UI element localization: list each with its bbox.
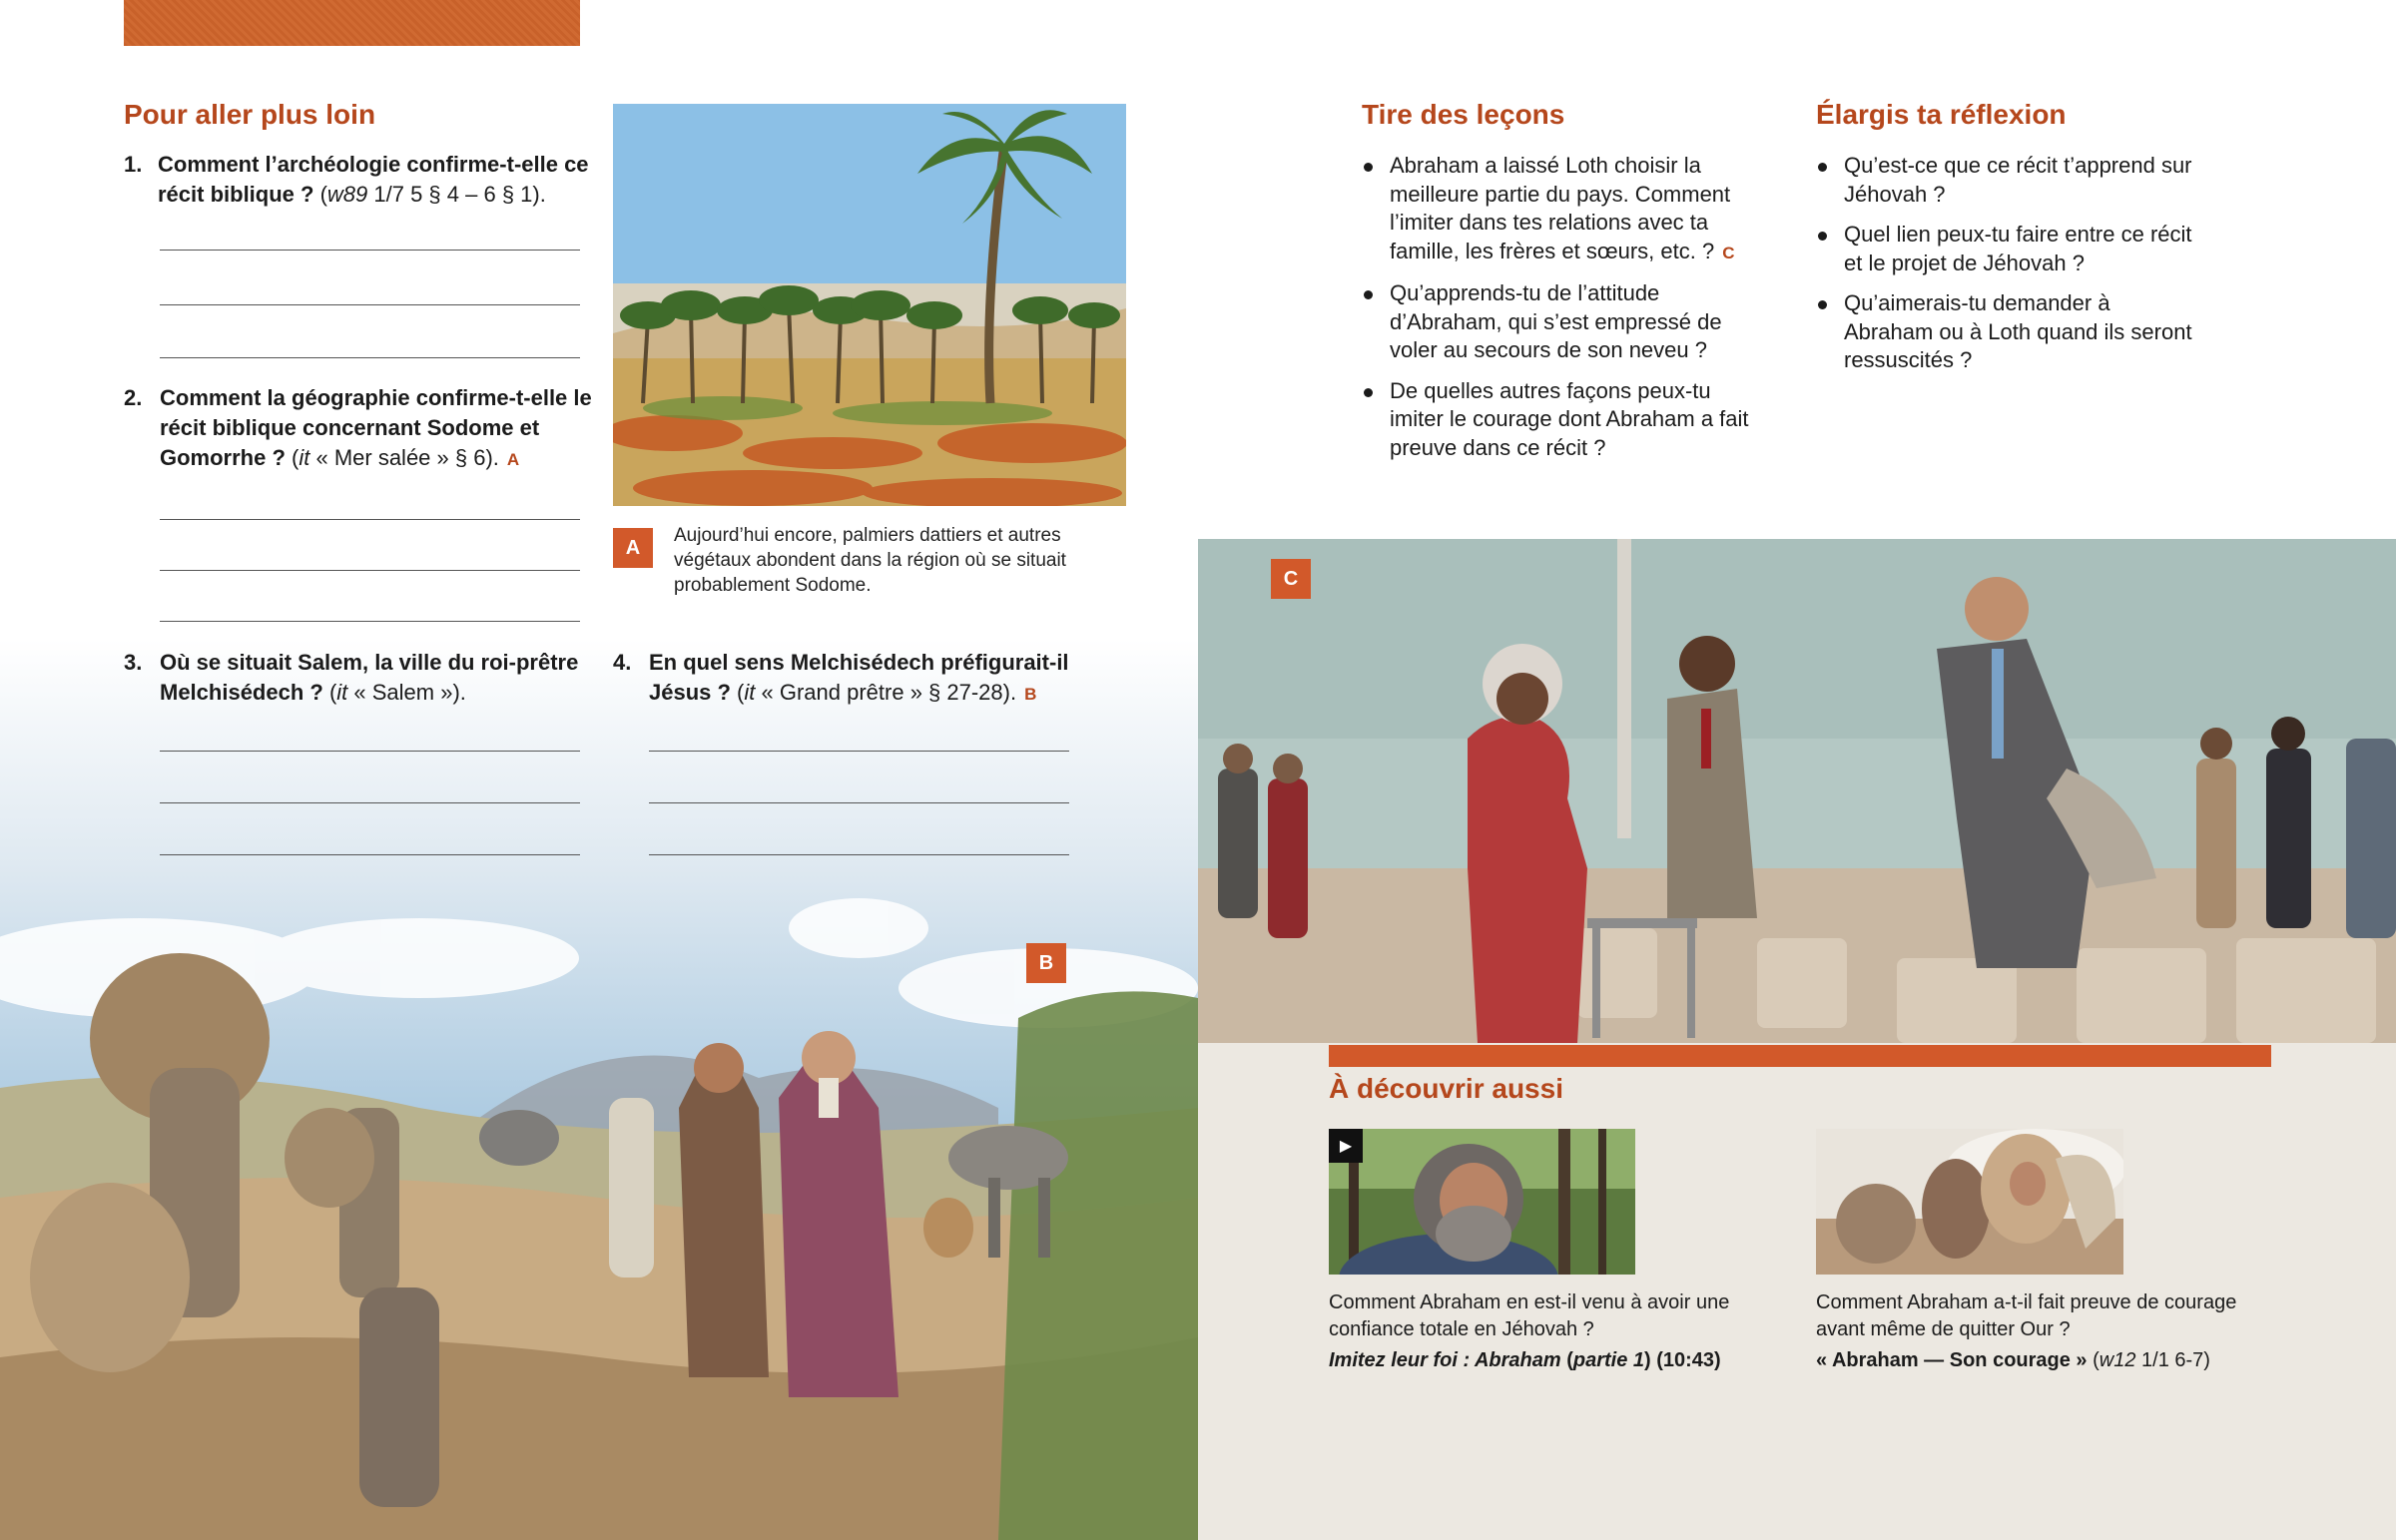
question-4 — [613, 648, 1092, 710]
answer-line[interactable] — [649, 802, 1069, 803]
answer-line[interactable] — [649, 854, 1069, 855]
reflection-item: Qu’est-ce que ce récit t’apprend sur Jéhovah ? — [1816, 152, 2195, 209]
reference-open: ( — [322, 680, 337, 705]
question-3 — [124, 648, 593, 708]
play-icon[interactable]: ▶ — [1329, 1129, 1363, 1163]
article-ref-text: 1/1 6-7) — [2135, 1349, 2210, 1371]
reference-open: ( — [730, 680, 745, 705]
top-decorative-band — [124, 0, 580, 46]
video-thumbnail-image — [1329, 1129, 1635, 1275]
painting-illustration — [0, 639, 1198, 1540]
photo-palm-trees — [613, 104, 1126, 506]
reflection-item: Qu’aimerais-tu demander à Abraham ou à Loth quand ils seront ressuscités ? — [1816, 289, 2195, 375]
video-title: Imitez leur foi : Abraham — [1329, 1349, 1561, 1371]
lessons-item — [1362, 152, 1761, 267]
discover-question: Comment Abraham a-t-il fait preuve de courage avant même de quitter Our ? — [1816, 1291, 2237, 1340]
reflection-list — [1816, 152, 2195, 387]
lessons-item — [1362, 377, 1761, 463]
photo-a-caption: Aujourd’hui encore, palmiers dattiers et autres végétaux abondent dans la région où se situait probablement Sodome. — [674, 525, 1066, 596]
answer-line[interactable] — [160, 621, 580, 622]
answer-line[interactable] — [160, 357, 580, 358]
question-2 — [124, 383, 593, 475]
article-ref-open: ( — [2087, 1349, 2099, 1371]
answer-line[interactable] — [160, 802, 580, 803]
lessons-list — [1362, 152, 1761, 474]
lessons-item — [1362, 279, 1761, 365]
video-title-paren: ( — [1560, 1349, 1573, 1371]
question-number: 2. — [124, 385, 143, 410]
meeting-illustration — [1198, 539, 2396, 1043]
reference-open: ( — [285, 445, 300, 470]
article-thumbnail-image — [1816, 1129, 2123, 1275]
answer-line[interactable] — [649, 751, 1069, 752]
answer-line[interactable] — [160, 304, 580, 305]
discover-source[interactable] — [1816, 1347, 2255, 1374]
reference-text: 1/7 5 § 4 – 6 § 1). — [367, 182, 546, 207]
discover-question: Comment Abraham en est-il venu à avoir une confiance totale en Jéhovah ? — [1329, 1291, 1730, 1340]
article-title: « Abraham — Son courage » — [1816, 1349, 2088, 1371]
figure-marker-a[interactable]: A — [506, 450, 520, 469]
figure-marker-b[interactable]: B — [1024, 685, 1037, 704]
question-number: 1. — [124, 152, 143, 177]
question-text: En quel sens Melchisédech préfigurait-il Jésus ? — [649, 650, 1069, 705]
reference-text: « Grand prêtre » § 27-28). — [755, 680, 1017, 705]
reflection-item: Quel lien peux-tu faire entre ce récit et le projet de Jéhovah ? — [1816, 221, 2195, 277]
section-title-lessons: Tire des leçons — [1362, 99, 1565, 130]
answer-line[interactable] — [160, 519, 580, 520]
figure-tag-c: C — [1271, 559, 1311, 599]
section-title-discover: À découvrir aussi — [1329, 1073, 1563, 1104]
reference-abbrev: w89 — [326, 182, 368, 207]
palm-trees-illustration — [613, 104, 1126, 506]
discover-item-2 — [1816, 1289, 2255, 1374]
reference-abbrev: it — [299, 445, 310, 470]
reference-open: ( — [313, 182, 327, 207]
question-text: Comment l’archéologie confirme-t-elle ce récit biblique ? — [158, 152, 589, 207]
question-text: Comment la géographie confirme-t-elle le récit biblique concernant Sodome et Gomorrhe ? — [160, 385, 592, 470]
video-part: partie 1 — [1572, 1349, 1645, 1371]
reference-abbrev: it — [744, 680, 756, 705]
reference-abbrev: it — [336, 680, 348, 705]
answer-line[interactable] — [160, 751, 580, 752]
question-number: 4. — [613, 650, 632, 675]
figure-marker-c[interactable]: C — [1722, 243, 1735, 262]
reference-text: « Mer salée » § 6). — [309, 445, 499, 470]
lessons-item-text: Qu’apprends-tu de l’attitude d’Abraham, qui s’est empressé de voler au secours de son neveu ? — [1390, 280, 1722, 362]
question-text: Où se situait Salem, la ville du roi-prêtre Melchisédech ? — [160, 650, 579, 705]
answer-line[interactable] — [160, 570, 580, 571]
video-duration: ) (10:43) — [1644, 1349, 1721, 1371]
lessons-item-text: Abraham a laissé Loth choisir la meilleure partie du pays. Comment l’imiter dans tes relations avec ta famille, les frères et sœurs, etc. ? — [1390, 153, 1731, 263]
discover-item-1 — [1329, 1289, 1748, 1374]
answer-line[interactable] — [160, 854, 580, 855]
photo-congregation-meeting — [1198, 539, 2396, 1043]
figure-tag-b: B — [1026, 943, 1066, 983]
section-title-further: Pour aller plus loin — [124, 99, 376, 130]
video-thumbnail[interactable] — [1329, 1129, 1635, 1275]
section-title-reflection: Élargis ta réflexion — [1816, 99, 2067, 130]
article-ref-abbrev: w12 — [2098, 1349, 2136, 1371]
painting-abraham-melchizedek — [0, 639, 1198, 1540]
reference-text: « Salem »). — [347, 680, 466, 705]
question-1 — [124, 150, 593, 210]
discover-source[interactable] — [1329, 1347, 1748, 1374]
lessons-item-text: De quelles autres façons peux-tu imiter le courage dont Abraham a fait preuve dans ce récit ? — [1390, 377, 1749, 460]
article-thumbnail[interactable] — [1816, 1129, 2123, 1275]
answer-line[interactable] — [160, 250, 580, 251]
discover-accent-bar — [1329, 1045, 2271, 1067]
question-number: 3. — [124, 650, 143, 675]
figure-tag-a: A — [613, 528, 653, 568]
